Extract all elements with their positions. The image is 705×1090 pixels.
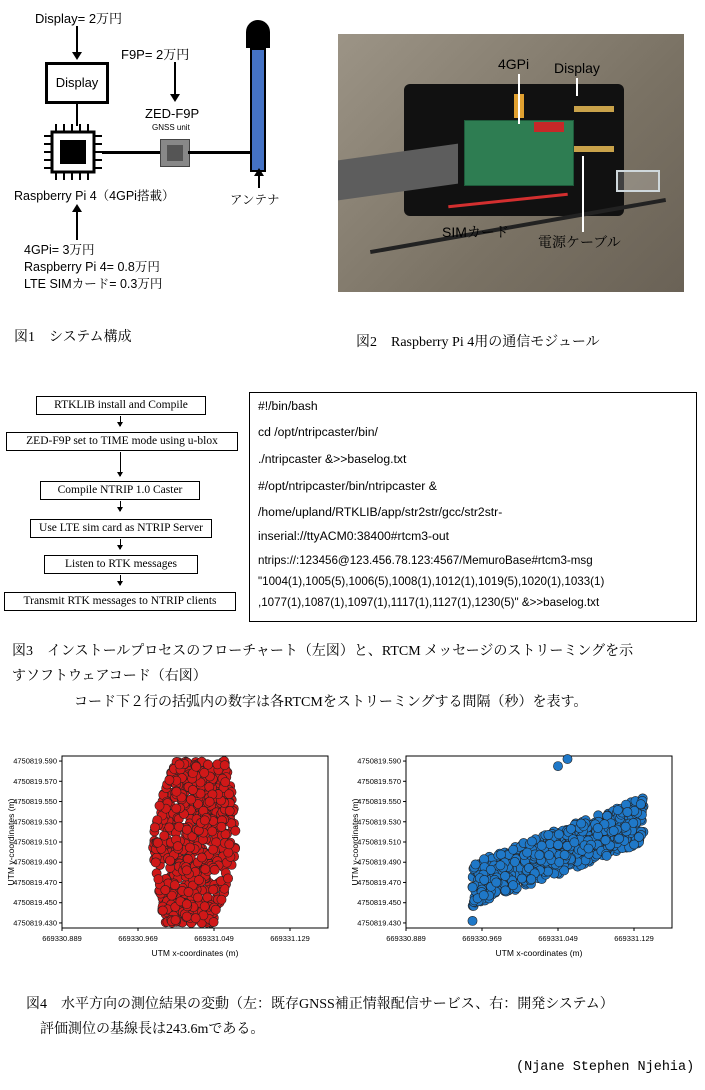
flow-step-5: Listen to RTK messages (44, 555, 198, 574)
f9p-price-arrow (174, 62, 176, 96)
flow-arrow (120, 501, 121, 511)
data-point (151, 858, 160, 867)
data-point (165, 775, 174, 784)
data-point (208, 845, 217, 854)
y-axis-label: UTM y-coordinates (m) (6, 798, 16, 886)
data-point (492, 878, 501, 887)
data-point (566, 824, 575, 833)
price-sim: LTE SIMカード= 0.3万円 (24, 277, 163, 291)
flow-arrow (120, 575, 121, 585)
data-point (172, 804, 181, 813)
code-listing (249, 392, 697, 622)
flow-step-6: Transmit RTK messages to NTRIP clients (4, 592, 236, 611)
label-power-line (582, 156, 584, 232)
data-point (224, 874, 233, 883)
label-power-cable: 電源ケーブル (538, 234, 621, 250)
antenna-label: アンテナ (230, 193, 280, 207)
data-point (563, 754, 572, 763)
figure-1-caption: 図1 システム構成 (14, 330, 132, 345)
figure-3-flowchart (0, 390, 245, 620)
cpu-gnss-wire (102, 151, 160, 154)
x-tick-label: 669330.889 (42, 934, 82, 943)
data-point (182, 912, 191, 921)
data-point (210, 865, 219, 874)
data-point (555, 858, 564, 867)
figure-4-caption-2: 評価測位の基線長は243.6mである。 (40, 1022, 265, 1037)
y-tick-label: 4750819.450 (357, 898, 401, 908)
label-display-line (576, 78, 578, 96)
y-tick-label: 4750819.490 (13, 857, 57, 867)
data-point (225, 790, 234, 799)
data-point (193, 893, 202, 902)
raspberry-pi-label: Raspberry Pi 4（4GPi搭載） (14, 189, 175, 203)
data-point (584, 844, 593, 853)
data-point (480, 875, 489, 884)
data-point (208, 827, 217, 836)
f9p-price: F9P= 2万円 (121, 47, 190, 62)
y-tick-label: 4750819.530 (13, 817, 57, 827)
y-tick-label: 4750819.490 (357, 857, 401, 867)
label-display: Display (554, 60, 600, 76)
x-tick-label: 669331.129 (270, 934, 310, 943)
data-point (182, 866, 191, 875)
price-arrow (76, 208, 78, 240)
x-tick-label: 669330.889 (386, 934, 426, 943)
display-price: Display= 2万円 (35, 11, 123, 26)
data-point (194, 876, 203, 885)
code-line: /home/upland/RTKLIB/app/str2str/gcc/str2str- (258, 505, 503, 519)
data-point (220, 761, 229, 770)
y-tick-label: 4750819.590 (13, 756, 57, 766)
data-point (165, 856, 174, 865)
data-point (154, 875, 163, 884)
code-line: #/opt/ntripcaster/bin/ntripcaster & (258, 479, 437, 493)
data-point (535, 851, 544, 860)
data-point (613, 806, 622, 815)
price-4gpi: 4GPi= 3万円 (24, 243, 95, 257)
code-line: inserial://ttyACM0:38400#rtcm3-out (258, 529, 450, 543)
y-tick-label: 4750819.510 (357, 837, 401, 847)
data-point (155, 801, 164, 810)
label-sim: SIMカード (442, 224, 509, 240)
flow-step-1: RTKLIB install and Compile (36, 396, 206, 415)
y-axis-label: UTM y-coordinates (m) (350, 798, 360, 886)
data-point (609, 826, 618, 835)
x-tick-label: 669331.049 (538, 934, 578, 943)
y-tick-label: 4750819.550 (357, 797, 401, 807)
data-point (517, 874, 526, 883)
data-point (543, 867, 552, 876)
data-point (153, 838, 162, 847)
antenna-icon (246, 20, 270, 48)
data-point (523, 848, 532, 857)
data-point (509, 881, 518, 890)
data-point (544, 830, 553, 839)
data-point (602, 851, 611, 860)
data-point (623, 807, 632, 816)
arrow-head (170, 94, 180, 102)
x-tick-label: 669331.049 (194, 934, 234, 943)
display-connector (76, 104, 78, 126)
flow-arrow (120, 416, 121, 426)
data-point (158, 906, 167, 915)
figure-4-caption-1: 図4 水平方向の測位結果の変動（左：既存GNSS補正情報配信サービス、右：開発システム） (26, 997, 614, 1012)
data-point (217, 895, 226, 904)
data-point (197, 853, 206, 862)
y-tick-label: 4750819.470 (357, 877, 401, 887)
data-point (554, 830, 563, 839)
data-point (231, 826, 240, 835)
data-point (537, 841, 546, 850)
data-point (150, 823, 159, 832)
y-tick-label: 4750819.510 (13, 837, 57, 847)
y-tick-label: 4750819.530 (357, 817, 401, 827)
data-point (191, 914, 200, 923)
gnss-unit-box (160, 139, 190, 167)
code-line: ,1077(1),1087(1),1097(1),1117(1),1127(1),1230(5)" &>>baselog.txt (258, 596, 600, 609)
data-point (201, 865, 210, 874)
x-tick-label: 669330.969 (118, 934, 158, 943)
flow-arrow (120, 539, 121, 549)
flow-arrow (120, 452, 121, 476)
label-4gpi: 4GPi (498, 56, 530, 72)
module-photo (338, 34, 684, 292)
data-point (192, 762, 201, 771)
data-point (186, 795, 195, 804)
x-tick-label: 669330.969 (462, 934, 502, 943)
data-point (577, 819, 586, 828)
data-point (211, 905, 220, 914)
data-point (468, 916, 477, 925)
data-point (209, 918, 218, 927)
antenna-mast (250, 48, 266, 172)
code-line: cd /opt/ntripcaster/bin/ (258, 425, 378, 439)
y-tick-label: 4750819.470 (13, 877, 57, 887)
data-point (225, 840, 234, 849)
data-point (182, 825, 191, 834)
x-axis-label: UTM x-coordinates (m) (495, 948, 583, 958)
data-point (200, 816, 209, 825)
data-point (510, 857, 519, 866)
data-point (171, 916, 180, 925)
data-point (554, 840, 563, 849)
arrow-head (254, 168, 264, 176)
data-point (225, 806, 234, 815)
data-point (496, 861, 505, 870)
data-point (172, 787, 181, 796)
y-tick-label: 4750819.570 (357, 776, 401, 786)
arrow-head (72, 52, 82, 60)
author: (Njane Stephen Njehia) (516, 1060, 695, 1075)
data-point (479, 891, 488, 900)
data-point (545, 839, 554, 848)
x-tick-label: 669331.129 (614, 934, 654, 943)
code-line: ntrips://:123456@123.456.78.123:4567/MemuroBase#rtcm3-msg (258, 554, 593, 567)
figure-4-charts (0, 748, 705, 978)
data-point (200, 902, 209, 911)
gnss-unit-label: GNSS unit (152, 123, 190, 132)
data-point (630, 840, 639, 849)
data-point (188, 785, 197, 794)
arrow-head (72, 204, 82, 212)
price-rpi: Raspberry Pi 4= 0.8万円 (24, 260, 160, 274)
data-point (160, 831, 169, 840)
code-line: "1004(1),1005(5),1006(5),1008(1),1012(1),1019(5),1020(1),1033(1) (258, 575, 605, 588)
data-point (205, 797, 214, 806)
data-point (527, 875, 536, 884)
data-point (209, 885, 218, 894)
data-point (527, 837, 536, 846)
data-point (217, 822, 226, 831)
cpu-chip-icon (44, 124, 102, 180)
display-price-arrow (76, 26, 78, 54)
y-tick-label: 4750819.570 (13, 776, 57, 786)
data-point (175, 760, 184, 769)
data-point (570, 838, 579, 847)
y-tick-label: 4750819.550 (13, 797, 57, 807)
scatter-chart-existing-service (0, 748, 345, 978)
data-point (553, 762, 562, 771)
zed-label: ZED-F9P (145, 106, 200, 121)
data-point (184, 887, 193, 896)
data-point (615, 834, 624, 843)
data-point (509, 845, 518, 854)
y-tick-label: 4750819.450 (13, 898, 57, 908)
data-point (161, 885, 170, 894)
figure-3-caption-2: すソフトウェアコード（右図） (12, 669, 207, 684)
data-point (221, 778, 230, 787)
flow-step-3: Compile NTRIP 1.0 Caster (40, 481, 200, 500)
y-tick-label: 4750819.430 (13, 918, 57, 928)
data-point (170, 881, 179, 890)
data-point (200, 768, 209, 777)
gnss-antenna-wire (188, 151, 252, 154)
data-point (204, 760, 213, 769)
flow-step-2: ZED-F9P set to TIME mode using u-blox (6, 432, 238, 451)
code-line: #!/bin/bash (258, 399, 318, 413)
scatter-chart-developed-system (344, 748, 689, 978)
data-point (471, 860, 480, 869)
data-point (185, 843, 194, 852)
y-tick-label: 4750819.590 (357, 756, 401, 766)
flow-step-4: Use LTE sim card as NTRIP Server (30, 519, 212, 538)
data-point (182, 900, 191, 909)
price-list (24, 242, 162, 293)
label-4gpi-line (518, 74, 520, 124)
data-point (183, 855, 192, 864)
data-point (593, 823, 602, 832)
data-point (224, 848, 233, 857)
data-point (501, 871, 510, 880)
display-box: Display (45, 62, 109, 104)
data-point (621, 822, 630, 831)
data-point (545, 851, 554, 860)
y-tick-label: 4750819.430 (357, 918, 401, 928)
x-axis-label: UTM x-coordinates (m) (151, 948, 239, 958)
figure-3-caption-1: 図3 インストールプロセスのフローチャート（左図）と、RTCM メッセージのストリーミングを示 (12, 644, 634, 659)
figure-3-caption-3: コード下２行の括弧内の数字は各RTCMをストリーミングする間隔（秒）を表す。 (74, 695, 588, 710)
data-point (173, 842, 182, 851)
code-line: ./ntripcaster &>>baselog.txt (258, 452, 407, 466)
figure-2-caption: 図2 Raspberry Pi 4用の通信モジュール (356, 335, 600, 350)
data-point (468, 883, 477, 892)
